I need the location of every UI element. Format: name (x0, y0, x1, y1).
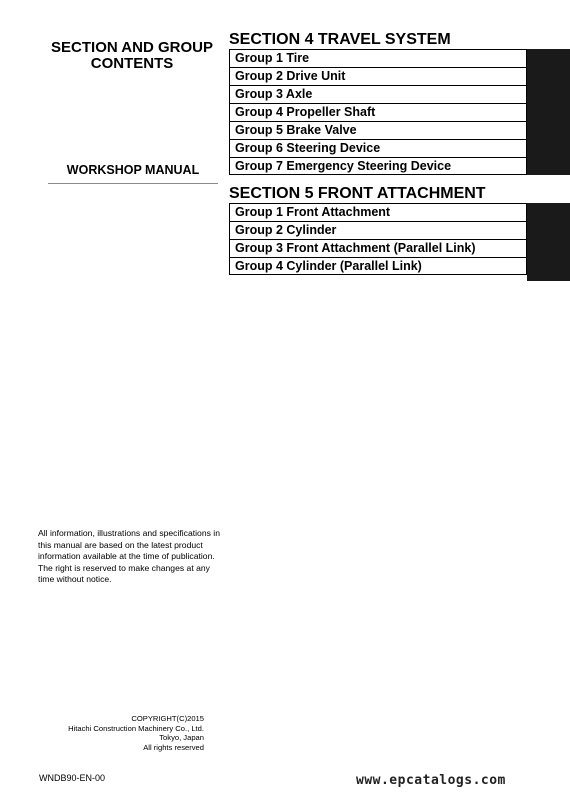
group-item[interactable] (229, 139, 570, 157)
group-item-label: Group 3 Front Attachment (Parallel Link) (235, 241, 476, 255)
copyright-block (60, 714, 204, 752)
group-item[interactable] (229, 49, 570, 67)
group-list (229, 203, 570, 275)
group-item-label: Group 5 Brake Valve (235, 123, 357, 137)
group-item-label: Group 1 Tire (235, 51, 310, 65)
watermark-url[interactable]: www.epcatalogs.com (356, 773, 506, 788)
group-item[interactable] (229, 121, 570, 139)
manual-type-label: WORKSHOP MANUAL (48, 163, 218, 184)
location-line: Tokyo, Japan (159, 733, 204, 743)
group-item[interactable] (229, 257, 570, 275)
contents-title-line2: CONTENTS (90, 55, 174, 72)
group-item[interactable] (229, 67, 570, 85)
disclaimer-notice: All information, illustrations and specifications in this manual are based on the latest product information available at the time of publication. The right is reserved to make changes at any time without notice. (38, 528, 220, 584)
group-item[interactable] (229, 85, 570, 103)
section-tab-marker (527, 49, 570, 175)
group-item-label: Group 7 Emergency Steering Device (235, 159, 452, 173)
copyright-line: COPYRIGHT(C)2015 (131, 714, 204, 723)
section-title: SECTION 4 TRAVEL SYSTEM (229, 31, 451, 48)
section-5 (229, 185, 570, 275)
group-item[interactable] (229, 221, 570, 239)
group-item-label: Group 6 Steering Device (235, 141, 381, 155)
section-title: SECTION 5 FRONT ATTACHMENT (229, 185, 486, 202)
group-item[interactable] (229, 157, 570, 175)
group-item-label: Group 2 Cylinder (235, 223, 337, 237)
group-item-label: Group 4 Cylinder (Parallel Link) (235, 259, 422, 273)
contents-title-line1: SECTION AND GROUP (51, 39, 213, 56)
group-item-label: Group 4 Propeller Shaft (235, 105, 376, 119)
group-item[interactable] (229, 103, 570, 121)
group-list (229, 49, 570, 175)
group-item-label: Group 2 Drive Unit (235, 69, 346, 83)
rights-line: All rights reserved (143, 742, 204, 752)
contents-title (28, 40, 236, 72)
section-tab-marker (527, 203, 570, 281)
group-item-label: Group 3 Axle (235, 87, 313, 101)
group-item[interactable] (229, 239, 570, 257)
group-item-label: Group 1 Front Attachment (235, 205, 391, 219)
section-4 (229, 31, 570, 175)
publisher-line: Hitachi Construction Machinery Co., Ltd. (68, 723, 204, 733)
document-code: WNDB90-EN-00 (39, 773, 106, 783)
group-item[interactable] (229, 203, 570, 221)
